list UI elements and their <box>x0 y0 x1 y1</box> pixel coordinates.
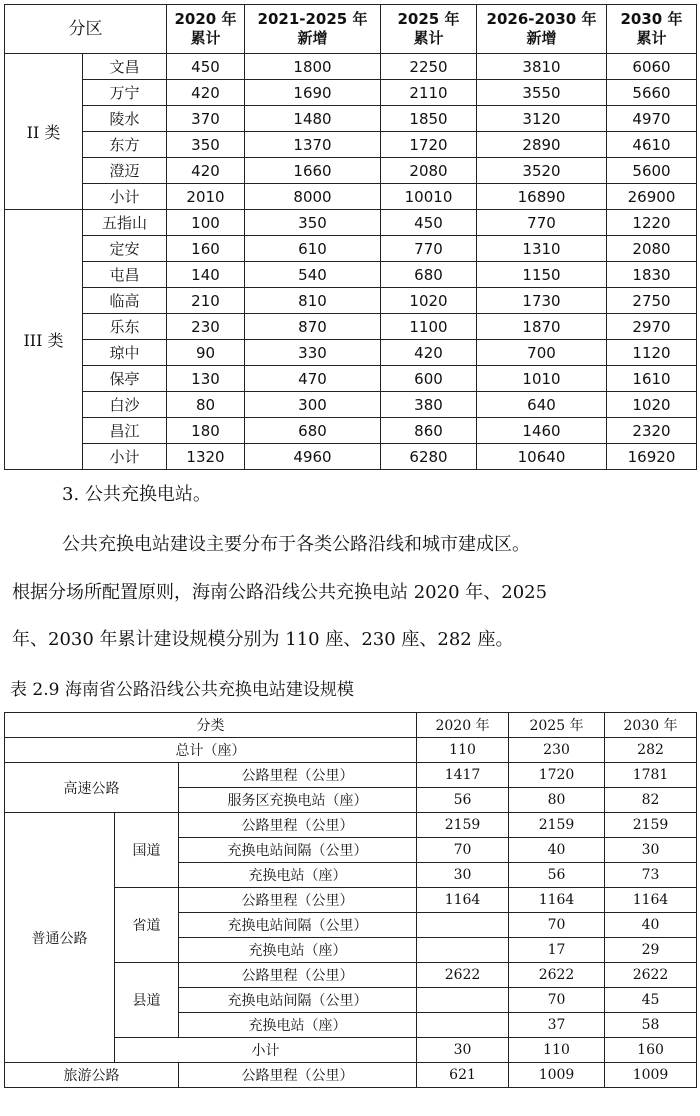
table-cell: 5660 <box>607 80 697 106</box>
total-2025: 230 <box>509 738 605 763</box>
table-cell: 160 <box>167 236 245 262</box>
table-cell: 1020 <box>381 288 477 314</box>
county-name: 五指山 <box>83 210 167 236</box>
table-cell: 770 <box>381 236 477 262</box>
table-cell: 1720 <box>381 132 477 158</box>
cell: 2159 <box>605 813 697 838</box>
ordinary-road-label: 普通公路 <box>5 813 115 1063</box>
cell: 2622 <box>417 963 509 988</box>
table-cell: 10010 <box>381 184 477 210</box>
table-cell: 300 <box>245 392 381 418</box>
table-cell: 1610 <box>607 366 697 392</box>
row-label: 公路里程（公里） <box>179 1063 417 1088</box>
table-cell: 1870 <box>477 314 607 340</box>
table-cell: 1120 <box>607 340 697 366</box>
cell: 1009 <box>509 1063 605 1088</box>
cell: 58 <box>605 1013 697 1038</box>
table-cell: 420 <box>167 158 245 184</box>
header-2030-cumulative: 2030 年 累计 <box>607 5 697 54</box>
table-cell: 180 <box>167 418 245 444</box>
table-cell: 770 <box>477 210 607 236</box>
row-label: 充换电站（座） <box>179 863 417 888</box>
table-cell: 2080 <box>381 158 477 184</box>
section-heading: 3. 公共充换电站。 <box>62 484 211 505</box>
county-road-label: 县道 <box>115 963 179 1038</box>
table-row <box>5 80 697 106</box>
table-cell: 600 <box>381 366 477 392</box>
table-cell: 2080 <box>607 236 697 262</box>
table-cell: 1370 <box>245 132 381 158</box>
table-cell: 140 <box>167 262 245 288</box>
table-row <box>5 132 697 158</box>
total-2030: 282 <box>605 738 697 763</box>
county-name: 屯昌 <box>83 262 167 288</box>
county-name: 东方 <box>83 132 167 158</box>
cell: 1164 <box>605 888 697 913</box>
county-name: 定安 <box>83 236 167 262</box>
table2-header-row <box>5 713 697 738</box>
row-label: 充换电站间隔（公里） <box>179 988 417 1013</box>
row-label: 充换电站间隔（公里） <box>179 838 417 863</box>
table-cell: 16890 <box>477 184 607 210</box>
row-label: 服务区充换电站（座） <box>179 788 417 813</box>
county-name: 小计 <box>83 184 167 210</box>
cell: 160 <box>605 1038 697 1063</box>
header-2026-2030-new: 2026-2030 年 新增 <box>477 5 607 54</box>
provincial-road-label: 省道 <box>115 888 179 963</box>
cell: 1164 <box>417 888 509 913</box>
county-name: 万宁 <box>83 80 167 106</box>
table-cell: 420 <box>167 80 245 106</box>
table-row <box>5 366 697 392</box>
table-cell: 350 <box>167 132 245 158</box>
tourism-road-label: 旅游公路 <box>5 1063 179 1088</box>
highway-charging-station-table <box>4 712 697 1088</box>
table-cell: 1320 <box>167 444 245 470</box>
paragraph-line-3: 年、2030 年累计建设规模分别为 110 座、230 座、282 座。 <box>12 629 514 650</box>
table-cell: 450 <box>381 210 477 236</box>
cell: 56 <box>509 863 605 888</box>
table-cell: 6060 <box>607 54 697 80</box>
table-cell: 3120 <box>477 106 607 132</box>
table-cell: 26900 <box>607 184 697 210</box>
table1-header-row <box>5 5 697 54</box>
cell: 1781 <box>605 763 697 788</box>
table-cell: 2010 <box>167 184 245 210</box>
table-cell: 210 <box>167 288 245 314</box>
table-cell: 4960 <box>245 444 381 470</box>
header-2020: 2020 年 <box>417 713 509 738</box>
cell <box>417 988 509 1013</box>
cell: 45 <box>605 988 697 1013</box>
row-label: 充换电站（座） <box>179 938 417 963</box>
cell: 1720 <box>509 763 605 788</box>
county-name: 乐东 <box>83 314 167 340</box>
expressway-row-1 <box>5 763 697 788</box>
header-2020-cumulative: 2020 年 累计 <box>167 5 245 54</box>
table-cell: 810 <box>245 288 381 314</box>
cell: 40 <box>605 913 697 938</box>
table-cell: 470 <box>245 366 381 392</box>
cell: 1164 <box>509 888 605 913</box>
county-name: 保亭 <box>83 366 167 392</box>
table-cell: 130 <box>167 366 245 392</box>
cell: 17 <box>509 938 605 963</box>
table-cell: 5600 <box>607 158 697 184</box>
cell: 1417 <box>417 763 509 788</box>
table-row <box>5 314 697 340</box>
zone-group-label: II 类 <box>5 54 83 210</box>
cell: 29 <box>605 938 697 963</box>
table-row <box>5 106 697 132</box>
tourism-row-1 <box>5 1063 697 1088</box>
table-row <box>5 444 697 470</box>
table-cell: 860 <box>381 418 477 444</box>
table-cell: 100 <box>167 210 245 236</box>
table-cell: 1730 <box>477 288 607 314</box>
cell: 73 <box>605 863 697 888</box>
cell: 70 <box>509 988 605 1013</box>
cell: 56 <box>417 788 509 813</box>
row-label: 公路里程（公里） <box>179 888 417 913</box>
paragraph-line-2: 根据分场所配置原则，海南公路沿线公共充换电站 2020 年、2025 <box>12 582 548 603</box>
county-name: 文昌 <box>83 54 167 80</box>
table-row <box>5 418 697 444</box>
table-row <box>5 184 697 210</box>
national-row-1 <box>5 813 697 838</box>
table-cell: 3810 <box>477 54 607 80</box>
county-name: 临高 <box>83 288 167 314</box>
table-cell: 80 <box>167 392 245 418</box>
paragraph-line-1: 公共充换电站建设主要分布于各类公路沿线和城市建成区。 <box>62 534 530 555</box>
cell: 82 <box>605 788 697 813</box>
table-cell: 3550 <box>477 80 607 106</box>
table-cell: 1690 <box>245 80 381 106</box>
table-cell: 1010 <box>477 366 607 392</box>
table-cell: 350 <box>245 210 381 236</box>
national-road-label: 国道 <box>115 813 179 888</box>
row-label: 公路里程（公里） <box>179 813 417 838</box>
table-cell: 870 <box>245 314 381 340</box>
table-cell: 2110 <box>381 80 477 106</box>
table-cell: 1830 <box>607 262 697 288</box>
cell: 70 <box>509 913 605 938</box>
table-cell: 2320 <box>607 418 697 444</box>
table-cell: 4610 <box>607 132 697 158</box>
table-cell: 16920 <box>607 444 697 470</box>
table-cell: 10640 <box>477 444 607 470</box>
table-cell: 6280 <box>381 444 477 470</box>
county-name: 陵水 <box>83 106 167 132</box>
cell: 621 <box>417 1063 509 1088</box>
table-row <box>5 210 697 236</box>
table-cell: 3520 <box>477 158 607 184</box>
table-cell: 700 <box>477 340 607 366</box>
table-cell: 1850 <box>381 106 477 132</box>
total-row <box>5 738 697 763</box>
cell: 1009 <box>605 1063 697 1088</box>
cell: 30 <box>417 863 509 888</box>
cell <box>417 1013 509 1038</box>
table-cell: 1800 <box>245 54 381 80</box>
cell <box>417 938 509 963</box>
table-caption: 表 2.9 海南省公路沿线公共充换电站建设规模 <box>10 680 354 700</box>
subtotal-label: 小计 <box>115 1038 417 1063</box>
header-2025-cumulative: 2025 年 累计 <box>381 5 477 54</box>
header-2021-2025-new: 2021-2025 年 新增 <box>245 5 381 54</box>
table-cell: 230 <box>167 314 245 340</box>
county-name: 白沙 <box>83 392 167 418</box>
cell: 70 <box>417 838 509 863</box>
table-cell: 90 <box>167 340 245 366</box>
county-name: 小计 <box>83 444 167 470</box>
header-2030: 2030 年 <box>605 713 697 738</box>
cell: 37 <box>509 1013 605 1038</box>
table-cell: 2970 <box>607 314 697 340</box>
table-cell: 1660 <box>245 158 381 184</box>
total-label: 总计（座） <box>5 738 417 763</box>
table-cell: 2750 <box>607 288 697 314</box>
charging-pile-table <box>4 4 697 470</box>
county-name: 昌江 <box>83 418 167 444</box>
table-cell: 420 <box>381 340 477 366</box>
expressway-label: 高速公路 <box>5 763 179 813</box>
header-category: 分类 <box>5 713 417 738</box>
table-cell: 1220 <box>607 210 697 236</box>
header-zone: 分区 <box>5 5 167 54</box>
table-cell: 8000 <box>245 184 381 210</box>
cell: 30 <box>417 1038 509 1063</box>
table-row <box>5 288 697 314</box>
table-cell: 370 <box>167 106 245 132</box>
table-cell: 1020 <box>607 392 697 418</box>
table-row <box>5 392 697 418</box>
table-cell: 2250 <box>381 54 477 80</box>
total-2020: 110 <box>417 738 509 763</box>
row-label: 公路里程（公里） <box>179 963 417 988</box>
zone-group-label: III 类 <box>5 210 83 470</box>
table-cell: 610 <box>245 236 381 262</box>
table-row <box>5 158 697 184</box>
cell: 30 <box>605 838 697 863</box>
table-cell: 1480 <box>245 106 381 132</box>
table-cell: 330 <box>245 340 381 366</box>
county-name: 琼中 <box>83 340 167 366</box>
row-label: 充换电站（座） <box>179 1013 417 1038</box>
table-cell: 1310 <box>477 236 607 262</box>
table-cell: 1460 <box>477 418 607 444</box>
county-name: 澄迈 <box>83 158 167 184</box>
table-row <box>5 340 697 366</box>
row-label: 充换电站间隔（公里） <box>179 913 417 938</box>
cell: 110 <box>509 1038 605 1063</box>
table-cell: 680 <box>245 418 381 444</box>
table-cell: 1100 <box>381 314 477 340</box>
table-row <box>5 54 697 80</box>
cell <box>417 913 509 938</box>
cell: 2159 <box>417 813 509 838</box>
table-row <box>5 262 697 288</box>
table-cell: 2890 <box>477 132 607 158</box>
cell: 40 <box>509 838 605 863</box>
table-cell: 4970 <box>607 106 697 132</box>
table-row <box>5 236 697 262</box>
table-cell: 1150 <box>477 262 607 288</box>
cell: 2622 <box>605 963 697 988</box>
table-cell: 380 <box>381 392 477 418</box>
row-label: 公路里程（公里） <box>179 763 417 788</box>
table-cell: 450 <box>167 54 245 80</box>
header-2025: 2025 年 <box>509 713 605 738</box>
table-cell: 680 <box>381 262 477 288</box>
table-cell: 640 <box>477 392 607 418</box>
table-cell: 540 <box>245 262 381 288</box>
cell: 2159 <box>509 813 605 838</box>
cell: 80 <box>509 788 605 813</box>
cell: 2622 <box>509 963 605 988</box>
